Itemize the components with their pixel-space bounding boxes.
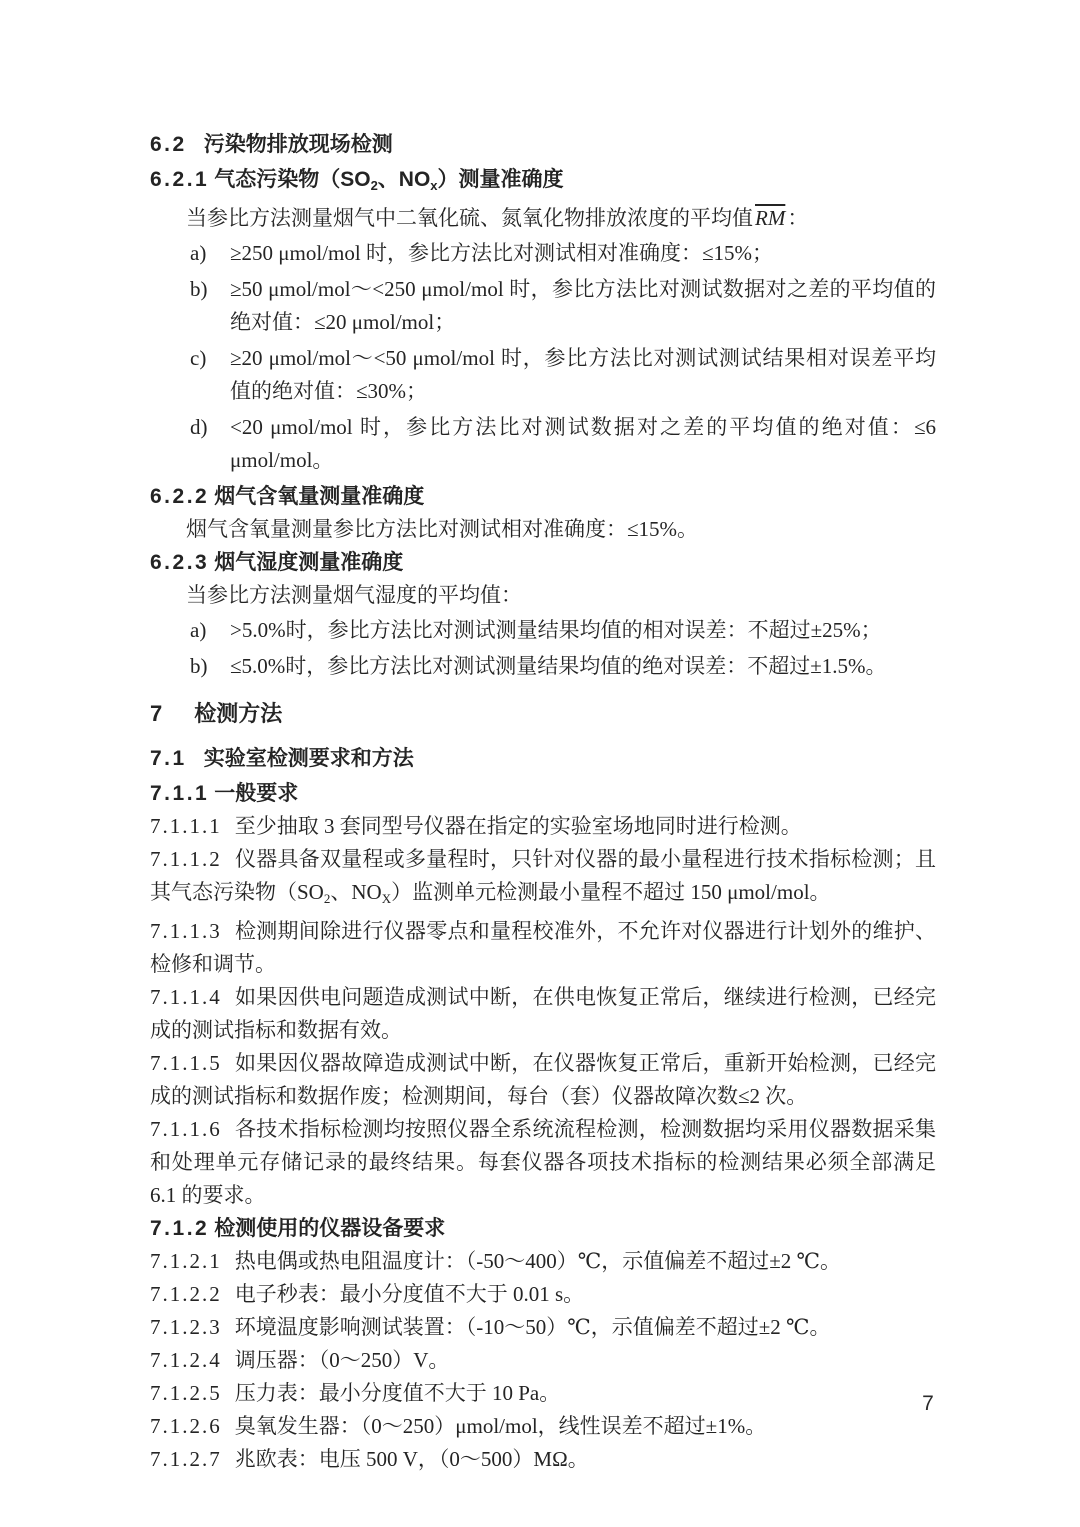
document-content	[150, 128, 936, 1476]
numbered-paragraph	[150, 1377, 936, 1410]
text-run: ）测量准确度	[437, 168, 564, 191]
text-run: 气态污染物（SO	[214, 168, 371, 191]
text-content	[235, 1447, 589, 1471]
text-run: ≤5.0%时，参比方法比对测试测量结果均值的绝对误差：不超过±1.5%。	[230, 654, 887, 678]
page-number: 7	[922, 1392, 934, 1415]
list-item	[150, 411, 936, 477]
clause-number: 7.1.2.3	[150, 1315, 222, 1339]
text-content	[214, 168, 563, 191]
text-content	[230, 342, 936, 408]
list-item	[150, 650, 936, 683]
text-content	[214, 1217, 445, 1240]
text-content	[235, 1249, 841, 1273]
list-marker: b)	[190, 277, 208, 301]
text-run: 一般要求	[214, 782, 299, 805]
text-run: 检测使用的仪器设备要求	[214, 1217, 446, 1240]
text-run: 调压器：（0～250）V。	[234, 1348, 450, 1372]
text-run: 压力表：最小分度值不大于 10 Pa。	[234, 1381, 561, 1405]
text-run: 臭氧发生器：（0～250）μmol/mol，线性误差不超过±1%。	[234, 1414, 767, 1438]
list-marker: c)	[190, 346, 207, 370]
clause-number: 6.2.3	[150, 551, 210, 574]
clause-number: 7.1.2.7	[150, 1447, 222, 1471]
clause-number: 7.1.1.5	[150, 1051, 222, 1075]
text-content	[214, 551, 403, 574]
numbered-paragraph	[150, 1311, 936, 1344]
text-content	[235, 1315, 831, 1339]
text-content	[235, 1414, 766, 1438]
clause-number: 7.1.2.6	[150, 1414, 222, 1438]
text-run: 仪器具备双量程或多量程时，只针对仪器的最小量程进行技术指标检测；且其气态污染物（SO	[150, 847, 936, 904]
text-run: ）监测单元检测最小量程不超过 150 μmol/mol。	[391, 880, 831, 904]
list-marker: b)	[190, 654, 208, 678]
text-content	[235, 1282, 584, 1306]
clause-number: 7.1.2.5	[150, 1381, 222, 1405]
text-run: ≥250 μmol/mol 时，参比方法比对测试相对准确度：≤15%；	[230, 241, 773, 265]
text-content	[214, 782, 298, 805]
list-item	[150, 237, 936, 270]
clause-number: 6.2.2	[150, 485, 210, 508]
text-run: 至少抽取 3 套同型号仪器在指定的实验室场地同时进行检测。	[234, 814, 802, 838]
text-run: 电子秒表：最小分度值不大于 0.01 s。	[234, 1282, 585, 1306]
list-item	[150, 342, 936, 408]
clause-number: 7.1.2	[150, 1217, 210, 1240]
subscript-text: x	[430, 178, 438, 193]
text-run: 检测期间除进行仪器零点和量程校准外，不允许对仪器进行计划外的维护、检修和调节。	[150, 919, 936, 976]
clause-number: 6.2	[150, 133, 187, 156]
text-run: 污染物排放现场检测	[203, 133, 393, 156]
list-marker: a)	[190, 241, 207, 265]
list-item	[150, 273, 936, 339]
clause-number: 7.1	[150, 747, 187, 770]
text-run: 如果因供电问题造成测试中断，在供电恢复正常后，继续进行检测，已经完成的测试指标和数据有效。	[150, 985, 936, 1042]
text-run: ≥20 μmol/mol～<50 μmol/mol 时，参比方法比对测试测试结果相对误差平均值的绝对值：≤30%；	[230, 346, 936, 403]
numbered-paragraph	[150, 810, 936, 843]
text-content	[150, 919, 936, 976]
text-run: ≥50 μmol/mol～<250 μmol/mol 时，参比方法比对测试数据对之差的平均值的绝对值：≤20 μmol/mol；	[230, 277, 936, 334]
list-marker: d)	[190, 415, 208, 439]
numbered-paragraph	[150, 1245, 936, 1278]
text-run: <20 μmol/mol 时，参比方法比对测试数据对之差的平均值的绝对值：≤6 μmol/mol。	[230, 415, 936, 472]
text-run: 当参比方法测量烟气湿度的平均值：	[186, 583, 522, 607]
clause-number: 7.1.1.6	[150, 1117, 222, 1141]
paragraph	[150, 579, 936, 612]
clause-number: 7.1.1.4	[150, 985, 222, 1009]
text-content	[204, 133, 393, 156]
text-content	[150, 847, 936, 904]
paragraph	[150, 513, 936, 546]
text-run: 烟气含氧量测量准确度	[214, 485, 425, 508]
list-marker: a)	[190, 618, 207, 642]
clause-number: 7.1.1.3	[150, 919, 222, 943]
text-content	[230, 273, 936, 339]
text-run: 如果因仪器故障造成测试中断，在仪器恢复正常后，重新开始检测，已经完成的测试指标和数据作废；检测期间，每台（套）仪器故障次数≤2 次。	[150, 1051, 936, 1108]
list-item	[150, 614, 936, 647]
clause-heading	[150, 777, 936, 810]
section-heading	[150, 697, 936, 730]
overline-mean-symbol: $\overline{RM}$	[755, 206, 786, 230]
clause-number: 7.1.2.1	[150, 1249, 222, 1273]
numbered-paragraph	[150, 1443, 936, 1476]
subscript-text: 2	[323, 891, 331, 906]
text-content	[186, 583, 522, 607]
subsection-heading	[150, 742, 936, 775]
text-run: 烟气湿度测量准确度	[214, 551, 404, 574]
text-content	[235, 1348, 450, 1372]
text-content	[230, 614, 936, 647]
text-content	[230, 411, 936, 477]
text-content	[150, 985, 936, 1042]
text-content	[150, 1117, 936, 1207]
clause-number: 7.1.2.2	[150, 1282, 222, 1306]
text-content	[186, 206, 808, 230]
text-run: 热电偶或热电阻温度计：（-50～400）℃，示值偏差不超过±2 ℃。	[234, 1249, 841, 1273]
text-run: 各技术指标检测均按照仪器全系统流程检测，检测数据均采用仪器数据采集和处理单元存储记录的最终结果。每套仪器各项技术指标的检测结果必须全部满足 6.1 的要求。	[150, 1117, 936, 1207]
text-run: >5.0%时，参比方法比对测试测量结果均值的相对误差：不超过±25%；	[230, 618, 882, 642]
text-content	[235, 1381, 561, 1405]
numbered-paragraph	[150, 1410, 936, 1443]
text-content	[230, 650, 936, 683]
numbered-paragraph	[150, 1047, 936, 1113]
text-run: 环境温度影响测试装置：（-10～50）℃，示值偏差不超过±2 ℃。	[234, 1315, 831, 1339]
clause-heading	[150, 546, 936, 579]
clause-heading	[150, 1212, 936, 1245]
text-run: 检测方法	[194, 701, 283, 726]
text-run: 、NO	[377, 168, 431, 191]
text-content	[194, 701, 282, 726]
numbered-paragraph	[150, 981, 936, 1047]
numbered-paragraph	[150, 1344, 936, 1377]
text-run: 当参比方法测量烟气中二氧化硫、氮氧化物排放浓度的平均值	[186, 206, 753, 230]
text-content	[150, 1051, 936, 1108]
text-content	[235, 814, 802, 838]
text-run: ：	[787, 206, 809, 230]
text-run: 实验室检测要求和方法	[203, 747, 414, 770]
numbered-paragraph	[150, 1278, 936, 1311]
text-run: 、NO	[330, 880, 382, 904]
text-content	[204, 747, 414, 770]
text-content	[186, 517, 698, 541]
clause-number: 7	[150, 701, 163, 726]
numbered-paragraph	[150, 1113, 936, 1212]
clause-number: 6.2.1	[150, 168, 210, 191]
clause-heading	[150, 480, 936, 513]
numbered-paragraph	[150, 843, 936, 915]
clause-number: 7.1.1.2	[150, 847, 222, 871]
clause-number: 7.1.1.1	[150, 814, 222, 838]
clause-number: 7.1.2.4	[150, 1348, 222, 1372]
text-run: 兆欧表：电压 500 V，（0～500）MΩ。	[234, 1447, 589, 1471]
clause-heading	[150, 163, 936, 202]
paragraph	[150, 202, 936, 235]
subscript-text: 2	[370, 178, 378, 193]
text-content	[230, 237, 936, 270]
numbered-paragraph	[150, 915, 936, 981]
clause-number: 7.1.1	[150, 782, 210, 805]
text-content	[214, 485, 424, 508]
subsection-heading	[150, 128, 936, 161]
text-run: 烟气含氧量测量参比方法比对测试相对准确度：≤15%。	[186, 517, 699, 541]
subscript-text: X	[381, 891, 392, 906]
